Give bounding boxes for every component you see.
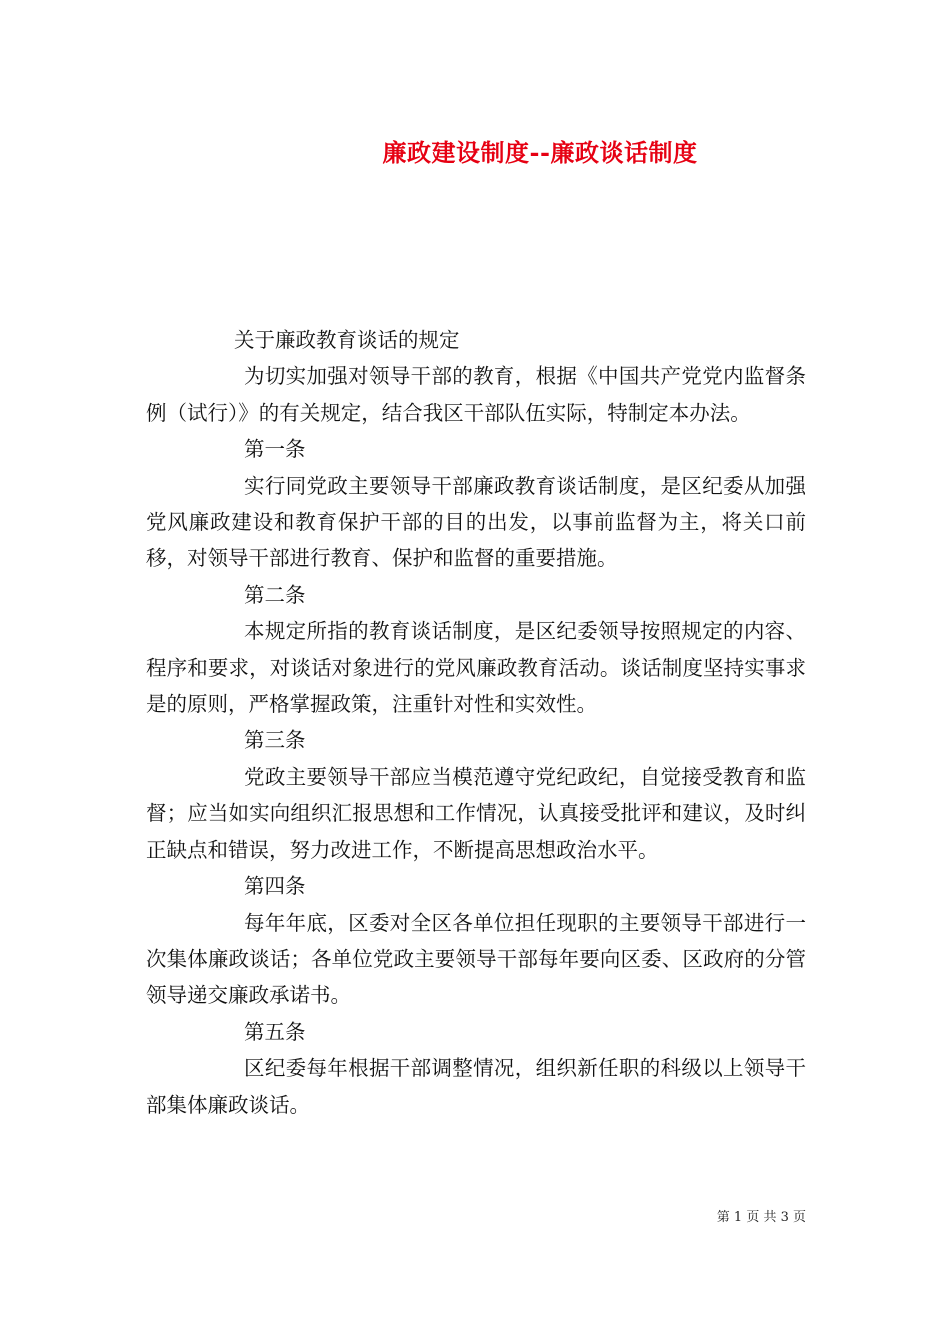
document-subtitle: 关于廉政教育谈话的规定: [234, 328, 460, 352]
document-title: 廉政建设制度--廉政谈话制度: [382, 138, 698, 167]
article-heading-5: 第五条: [244, 1019, 306, 1044]
article-heading-3: 第三条: [244, 728, 306, 753]
article-heading-4: 第四条: [244, 874, 306, 899]
article-heading-2: 第二条: [244, 582, 306, 607]
article-text-1: 实行同党政主要领导干部廉政教育谈话制度，是区纪委从加强党风廉政建设和教育保护干部的目的出发，以事前监督为主，将关口前移，对领导干部进行教育、保护和监督的重要措施。: [146, 473, 806, 571]
article-text-4: 每年年底，区委对全区各单位担任现职的主要领导干部进行一次集体廉政谈话；各单位党政主要领导干部每年要向区委、区政府的分管领导递交廉政承诺书。: [146, 910, 806, 1008]
article-text-3: 党政主要领导干部应当模范遵守党纪政纪，自觉接受教育和监督；应当如实向组织汇报思想和工作情况，认真接受批评和建议，及时纠正缺点和错误，努力改进工作，不断提高思想政治水平。: [146, 764, 806, 862]
article-text-5: 区纪委每年根据干部调整情况，组织新任职的科级以上领导干部集体廉政谈话。: [146, 1056, 806, 1117]
page-indicator: 第 1 页 共 3 页: [716, 1210, 806, 1225]
article-heading-1: 第一条: [244, 437, 306, 462]
document-body: [146, 322, 806, 1123]
intro-paragraph: 为切实加强对领导干部的教育，根据《中国共产党党内监督条例（试行）》的有关规定，结合我区干部队伍实际，特制定本办法。: [146, 364, 806, 425]
article-text-2: 本规定所指的教育谈话制度，是区纪委领导按照规定的内容、程序和要求，对谈话对象进行的党风廉政教育活动。谈话制度坚持实事求是的原则，严格掌握政策，注重针对性和实效性。: [146, 619, 806, 717]
